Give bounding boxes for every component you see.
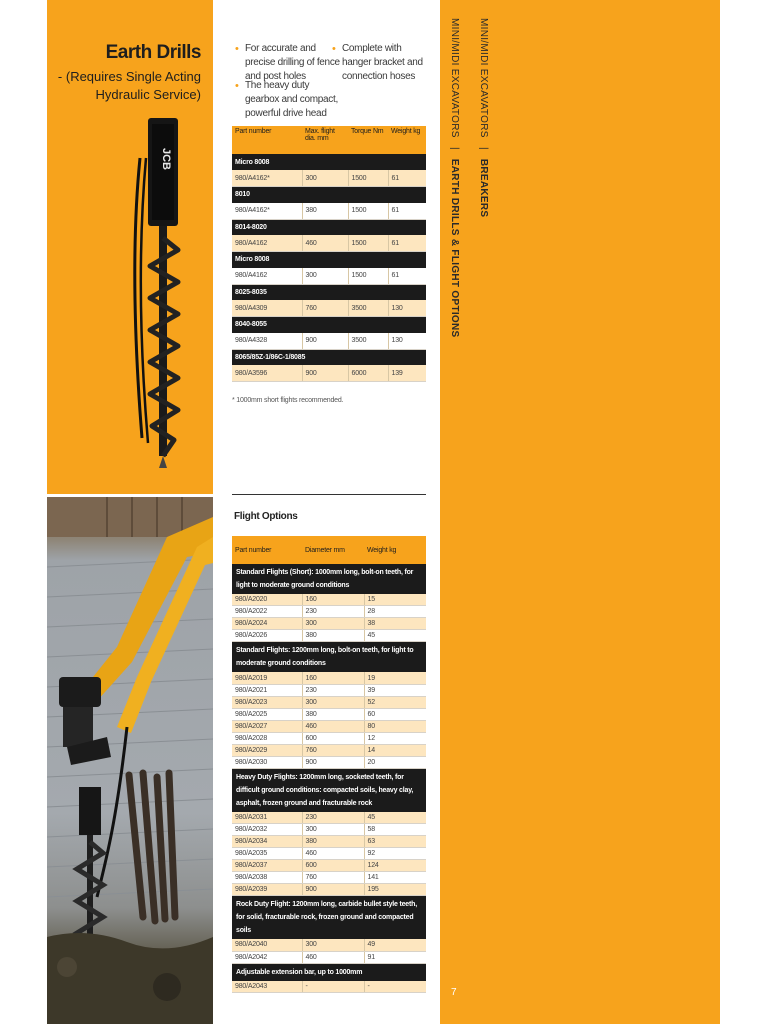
group-label: 8014-8020	[232, 219, 426, 235]
group-label: Rock Duty Flight: 1200mm long, carbide bullet style teeth, for solid, fracturable rock, frozen ground and compacted soils	[232, 896, 426, 940]
table-cell: 980/A2029	[232, 744, 302, 756]
table-cell: 130	[388, 300, 426, 316]
section-divider	[232, 494, 426, 495]
table-group-row	[232, 768, 426, 812]
table-row	[232, 860, 426, 872]
section-title: Flight Options	[234, 511, 298, 522]
table-cell: 300	[302, 170, 348, 186]
table-cell: 900	[302, 756, 364, 768]
table-cell: 380	[302, 836, 364, 848]
group-label: Micro 8008	[232, 252, 426, 268]
table-cell: 980/A2022	[232, 606, 302, 618]
table-row	[232, 708, 426, 720]
table-cell: 12	[364, 732, 426, 744]
column-header: Diameter mm	[302, 536, 364, 564]
table-cell: 460	[302, 720, 364, 732]
table-cell: 980/A4162	[232, 268, 302, 284]
table-cell: 80	[364, 720, 426, 732]
page-number: 7	[451, 987, 457, 998]
table-cell: 380	[302, 630, 364, 642]
table-cell: 61	[388, 235, 426, 251]
table-cell: 980/A2026	[232, 630, 302, 642]
nav-label-active: BREAKERS	[478, 158, 489, 218]
nav-separator: |	[449, 146, 460, 150]
table-cell: 980/A2021	[232, 684, 302, 696]
flight-options-table	[232, 536, 426, 993]
page-subtitle: - (Requires Single Acting Hydraulic Service)	[57, 69, 201, 102]
table-cell: 1500	[348, 170, 388, 186]
table-cell: 3500	[348, 300, 388, 316]
table-cell: -	[302, 981, 364, 993]
table-row	[232, 203, 426, 219]
table-cell: 980/A2020	[232, 594, 302, 606]
table-row	[232, 744, 426, 756]
table-cell: 300	[302, 824, 364, 836]
table-cell: 900	[302, 884, 364, 896]
group-label: 8040-8055	[232, 317, 426, 333]
table-row	[232, 672, 426, 684]
table-group-row	[232, 642, 426, 673]
table-cell: 980/A2028	[232, 732, 302, 744]
table-cell: 45	[364, 812, 426, 824]
table-cell: 230	[302, 812, 364, 824]
table-cell: 63	[364, 836, 426, 848]
table-cell: 300	[302, 939, 364, 951]
table-row	[232, 235, 426, 251]
table-cell: 980/A3596	[232, 365, 302, 381]
table-cell: 600	[302, 860, 364, 872]
table-row	[232, 618, 426, 630]
table-cell: 980/A4162*	[232, 170, 302, 186]
table-cell: 300	[302, 618, 364, 630]
table-cell: 460	[302, 235, 348, 251]
table-cell: 980/A4162	[232, 235, 302, 251]
table-cell: 230	[302, 606, 364, 618]
group-label: Micro 8008	[232, 154, 426, 170]
table-cell: 92	[364, 848, 426, 860]
group-label: 8065/85Z-1/86C-1/8085	[232, 349, 426, 365]
table-row	[232, 951, 426, 963]
table-row	[232, 981, 426, 993]
table-row	[232, 594, 426, 606]
table-group-row	[232, 963, 426, 981]
group-label: 8025-8035	[232, 284, 426, 300]
table-cell: 1500	[348, 235, 388, 251]
table-cell: 760	[302, 872, 364, 884]
table-cell: 300	[302, 268, 348, 284]
table-row	[232, 824, 426, 836]
table-cell: 980/A2040	[232, 939, 302, 951]
table-group-row	[232, 154, 426, 170]
table-cell: 20	[364, 756, 426, 768]
table-cell: 61	[388, 268, 426, 284]
table-cell: 58	[364, 824, 426, 836]
table-cell: 52	[364, 696, 426, 708]
table-row	[232, 732, 426, 744]
table-cell: 980/A4162*	[232, 203, 302, 219]
section-nav-breakers	[478, 18, 489, 217]
table-row	[232, 300, 426, 316]
table-cell: 760	[302, 300, 348, 316]
table-group-row	[232, 187, 426, 203]
table-cell: 49	[364, 939, 426, 951]
table-cell: 980/A2043	[232, 981, 302, 993]
table-row	[232, 268, 426, 284]
table-cell: 61	[388, 170, 426, 186]
table-group-row	[232, 349, 426, 365]
table-cell: 980/A4328	[232, 333, 302, 349]
table-cell: 230	[302, 684, 364, 696]
table-cell: 1500	[348, 268, 388, 284]
table-row	[232, 630, 426, 642]
table-cell: 6000	[348, 365, 388, 381]
table-row	[232, 939, 426, 951]
table-row	[232, 872, 426, 884]
table-cell: 460	[302, 848, 364, 860]
table-group-row	[232, 317, 426, 333]
bullet-item: • Complete with hanger bracket and connection hoses	[342, 42, 432, 84]
column-header: Max. flight dia. mm	[302, 126, 348, 154]
page-title: Earth Drills	[105, 42, 201, 63]
table-cell: 3500	[348, 333, 388, 349]
column-header: Weight kg	[364, 536, 426, 564]
table-group-row	[232, 564, 426, 594]
table-cell: 60	[364, 708, 426, 720]
table-cell: 980/A2027	[232, 720, 302, 732]
table-row	[232, 365, 426, 381]
earth-drill-image	[128, 118, 188, 468]
table-group-row	[232, 896, 426, 940]
table-row	[232, 848, 426, 860]
table-row	[232, 684, 426, 696]
bullet-item: • For accurate and precise drilling of fence and post holes	[245, 42, 345, 84]
column-header: Weight kg	[388, 126, 426, 154]
nav-separator: |	[478, 146, 489, 150]
table-cell: 980/A2037	[232, 860, 302, 872]
table-cell: 980/A2039	[232, 884, 302, 896]
table-cell: 980/A2025	[232, 708, 302, 720]
table-row	[232, 756, 426, 768]
table-cell: 980/A2024	[232, 618, 302, 630]
table-cell: 980/A2030	[232, 756, 302, 768]
table-cell: 1500	[348, 203, 388, 219]
nav-label-active: EARTH DRILLS & FLIGHT OPTIONS	[449, 158, 460, 338]
section-nav-earth-drills	[449, 18, 460, 338]
column-header: Torque Nm	[348, 126, 388, 154]
table-cell: 980/A4309	[232, 300, 302, 316]
table-cell: 980/A2031	[232, 812, 302, 824]
footnote: * 1000mm short flights recommended.	[232, 397, 344, 404]
group-label: Standard Flights: 1200mm long, bolt-on teeth, for light to moderate ground conditions	[232, 642, 426, 673]
table-cell: 130	[388, 333, 426, 349]
table-cell: 980/A2019	[232, 672, 302, 684]
table-group-row	[232, 219, 426, 235]
table-cell: 380	[302, 708, 364, 720]
table-cell: 14	[364, 744, 426, 756]
group-label: Standard Flights (Short): 1000mm long, bolt-on teeth, for light to moderate ground conditions	[232, 564, 426, 594]
group-label: Heavy Duty Flights: 1200mm long, socketed teeth, for difficult ground conditions: compacted soils, heavy clay, asphalt, frozen ground and fracturable rock	[232, 768, 426, 812]
table-cell: -	[364, 981, 426, 993]
table-row	[232, 836, 426, 848]
table-cell: 380	[302, 203, 348, 219]
table-cell: 460	[302, 951, 364, 963]
nav-label: MINI/MIDI EXCAVATORS	[478, 18, 489, 138]
table-cell: 160	[302, 672, 364, 684]
table-cell: 160	[302, 594, 364, 606]
table-cell: 980/A2023	[232, 696, 302, 708]
table-cell: 900	[302, 333, 348, 349]
table-group-row	[232, 252, 426, 268]
table-cell: 980/A2032	[232, 824, 302, 836]
table-cell: 195	[364, 884, 426, 896]
table-cell: 980/A2034	[232, 836, 302, 848]
table-cell: 600	[302, 732, 364, 744]
table-cell: 980/A2042	[232, 951, 302, 963]
table-header-row	[232, 126, 426, 154]
table-row	[232, 606, 426, 618]
nav-label: MINI/MIDI EXCAVATORS	[449, 18, 460, 138]
table-row	[232, 720, 426, 732]
table-cell: 980/A2038	[232, 872, 302, 884]
jcb-logo: JCB	[160, 148, 172, 171]
table-cell: 91	[364, 951, 426, 963]
group-label: 8010	[232, 187, 426, 203]
table-cell: 124	[364, 860, 426, 872]
table-header-row	[232, 536, 426, 564]
table-cell: 900	[302, 365, 348, 381]
excavator-photo	[47, 497, 213, 1024]
table-row	[232, 884, 426, 896]
group-label: Adjustable extension bar, up to 1000mm	[232, 963, 426, 981]
table-cell: 19	[364, 672, 426, 684]
table-cell: 28	[364, 606, 426, 618]
table-cell: 45	[364, 630, 426, 642]
column-header: Part number	[232, 536, 302, 564]
table-cell: 139	[388, 365, 426, 381]
table-cell: 61	[388, 203, 426, 219]
table-group-row	[232, 284, 426, 300]
table-cell: 300	[302, 696, 364, 708]
table-row	[232, 170, 426, 186]
table-cell: 38	[364, 618, 426, 630]
column-header: Part number	[232, 126, 302, 154]
table-cell: 15	[364, 594, 426, 606]
bullet-item: • The heavy duty gearbox and compact, powerful drive head	[245, 79, 345, 121]
table-cell: 39	[364, 684, 426, 696]
table-cell: 980/A2035	[232, 848, 302, 860]
table-cell: 141	[364, 872, 426, 884]
table-row	[232, 333, 426, 349]
table-row	[232, 812, 426, 824]
table-cell: 760	[302, 744, 364, 756]
earth-drills-table	[232, 126, 426, 382]
table-row	[232, 696, 426, 708]
